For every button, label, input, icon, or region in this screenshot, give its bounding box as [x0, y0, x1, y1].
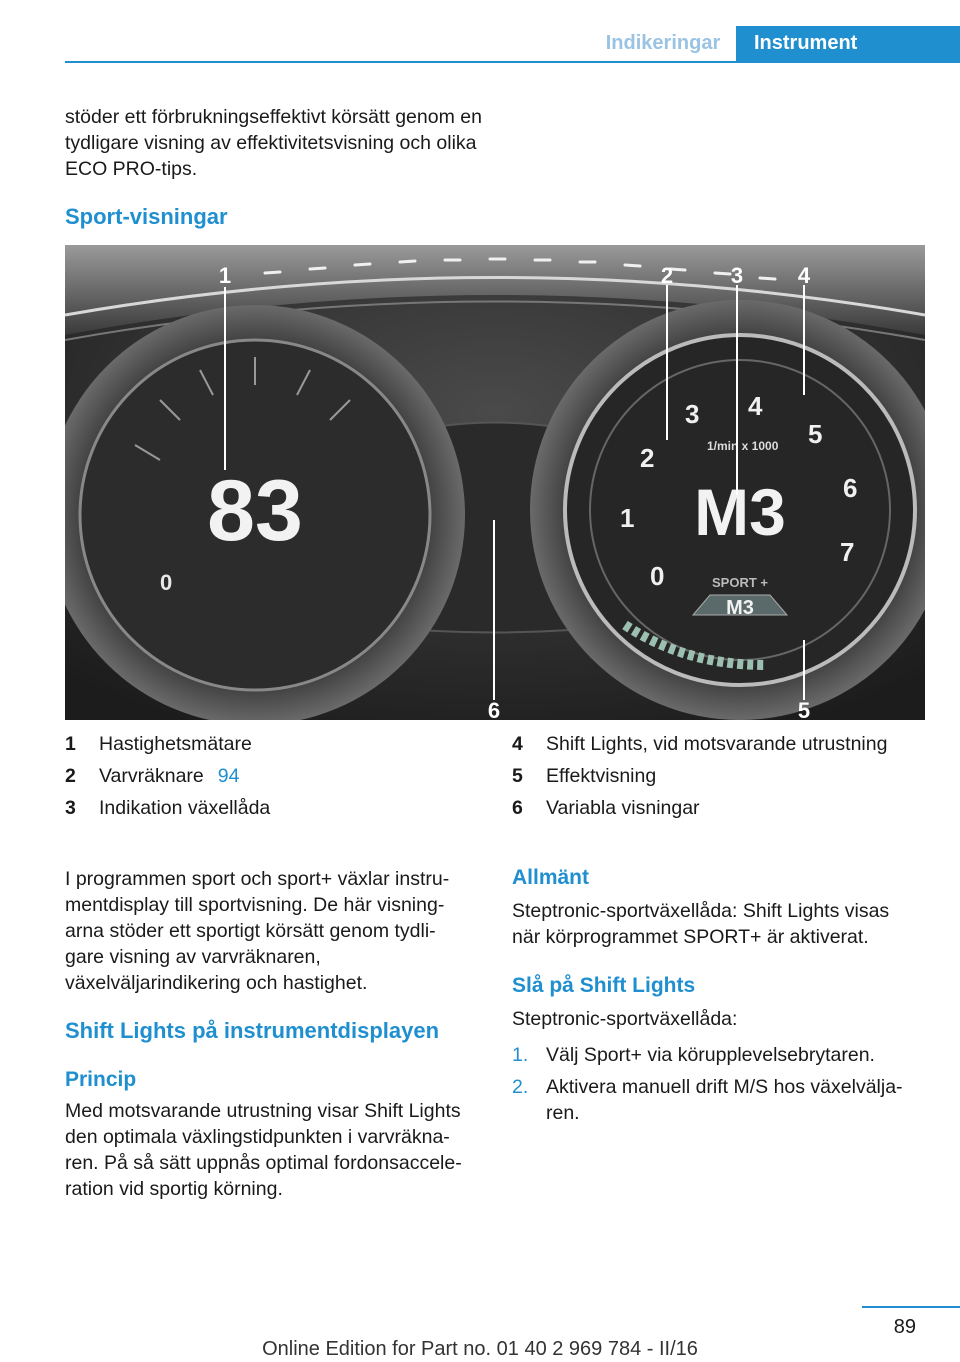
- rpm-tick-7: 7: [840, 537, 855, 567]
- legend-label: Varvräknare: [99, 765, 204, 787]
- rpm-tick-3: 3: [685, 399, 700, 429]
- rpm-tick-1: 1: [620, 503, 635, 533]
- instrument-cluster-figure: [65, 245, 925, 720]
- rpm-tick-5: 5: [808, 419, 823, 449]
- callout-2: 2: [660, 263, 674, 288]
- sport-display-paragraph: I programmen sport och sport+ växlar instru- mentdisplay till sportvisning. De här visning- arna stöder ett sportigt körsätt genom tydli- gare visning av varvräknaren, växelväljarindikering och hastighet.: [65, 868, 450, 994]
- mode-label: SPORT +: [712, 575, 768, 590]
- legend-item-5: [512, 762, 932, 790]
- callout-5: 5: [797, 698, 811, 720]
- legend-item-4: [512, 730, 932, 758]
- gear-value: M3: [694, 475, 786, 549]
- intro-paragraph: stöder ett förbrukningseffektivt körsätt genom en tydligare visning av effektivitetsvisning och olika ECO PRO-tips.: [65, 106, 482, 180]
- sla-pa-heading: Slå på Shift Lights: [512, 974, 696, 997]
- legend-num: 1: [65, 733, 76, 755]
- mode-gear: M3: [726, 597, 754, 619]
- step-item-1: [512, 1042, 922, 1070]
- legend-num: 3: [65, 797, 76, 819]
- legend-num: 6: [512, 797, 523, 819]
- callout-4: 4: [797, 263, 811, 288]
- callout-6: 6: [487, 698, 501, 720]
- legend-item-2: [65, 762, 485, 790]
- legend-label: Variabla visningar: [546, 797, 700, 819]
- page-reference-link[interactable]: 94: [217, 765, 240, 787]
- shift-lights-heading: Shift Lights på instrumentdisplayen: [65, 1018, 440, 1043]
- step-number: 1.: [512, 1044, 529, 1066]
- callout-1: 1: [218, 263, 232, 288]
- rpm-tick-2: 2: [640, 443, 655, 473]
- step-number: 2.: [512, 1076, 529, 1098]
- princip-heading: Princip: [65, 1068, 137, 1091]
- speed-zero-label: 0: [160, 570, 173, 595]
- legend-label: Hastighetsmätare: [99, 733, 252, 755]
- legend-item-1: [65, 730, 485, 758]
- tab-indikeringar[interactable]: Indikeringar: [605, 32, 721, 54]
- rpm-tick-6: 6: [843, 473, 858, 503]
- sla-pa-paragraph: Steptronic-sportväxellåda:: [512, 1008, 738, 1030]
- legend-num: 5: [512, 765, 523, 787]
- rpm-tick-0: 0: [650, 561, 665, 591]
- rpm-unit-label: 1/min x 1000: [707, 439, 779, 453]
- callout-3: 3: [730, 263, 744, 288]
- tab-instrument[interactable]: Instrument: [736, 26, 960, 63]
- rpm-tick-4: 4: [748, 391, 763, 421]
- page-number: 89: [893, 1316, 916, 1338]
- legend-label: Indikation växellåda: [99, 797, 271, 819]
- edition-footer: Online Edition for Part no. 01 40 2 969 784 - II/16: [262, 1338, 698, 1360]
- header-rule: [65, 61, 960, 63]
- legend-label: Shift Lights, vid motsvarande utrustning: [546, 733, 888, 755]
- step-item-2: [512, 1074, 922, 1130]
- legend-num: 4: [512, 733, 523, 755]
- allmant-paragraph: Steptronic-sportväxellåda: Shift Lights visas när körprogrammet SPORT+ är aktiverat.: [512, 900, 890, 948]
- legend-label: Effektvisning: [546, 765, 657, 787]
- footer-rule: [862, 1306, 960, 1308]
- step-text: Välj Sport+ via körupplevelsebrytaren.: [546, 1044, 875, 1066]
- allmant-heading: Allmänt: [512, 866, 590, 889]
- cluster-illustration: [65, 245, 925, 720]
- section-heading: Sport-visningar: [65, 204, 228, 229]
- legend-item-6: [512, 794, 932, 822]
- legend-label-wrap: [99, 762, 239, 790]
- legend-num: 2: [65, 765, 76, 787]
- step-text: Aktivera manuell drift M/S hos växelvälja- ren.: [546, 1076, 903, 1124]
- princip-paragraph: Med motsvarande utrustning visar Shift Lights den optimala växlingstidpunkten i varvräkna- ren. På så sätt uppnås optimal fordonsaccele- ration vid sportig körning.: [65, 1100, 462, 1200]
- legend-item-3: [65, 794, 485, 822]
- speed-value: 83: [207, 463, 303, 559]
